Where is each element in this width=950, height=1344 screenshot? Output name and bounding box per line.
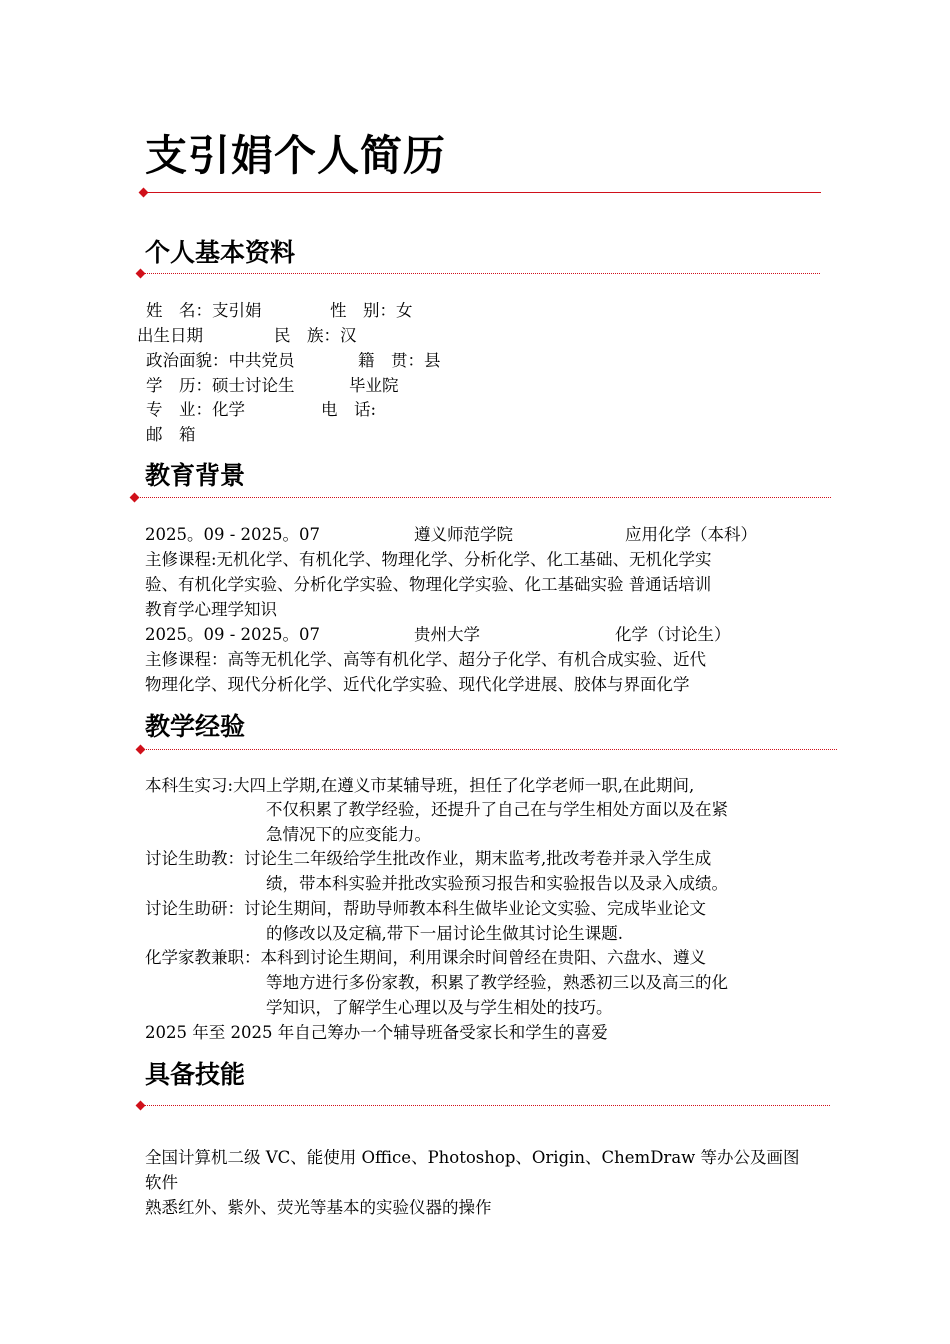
edu2-period: 2025。09 - 2025。07 [145,625,321,644]
basic-rule [142,273,820,274]
skills-rule [142,1105,830,1106]
teach2-line2: 绩，带本科实验并批改实验预习报告和实验报告以及录入成绩。 [266,874,728,893]
teach2-line1: 讨论生助教：讨论生二年级给学生批改作业，期末监考,批改考卷并录入学生成 [145,849,712,868]
section-heading-education: 教育背景 [145,461,246,490]
teach4-line2: 等地方进行多份家教，积累了教学经验，熟悉初三以及高三的化 [266,973,728,992]
teach4-line3: 学知识，了解学生心理以及与学生相处的技巧。 [266,998,613,1017]
teach4-line1: 化学家教兼职：本科到讨论生期间，利用课余时间曾经在贵阳、六盘水、遵义 [145,948,706,967]
teaching-rule [142,749,837,750]
edu2-courses-line1: 主修课程：高等无机化学、高等有机化学、超分子化学、有机合成实验、近代 [145,650,706,669]
info-email: 邮 箱 [146,425,196,444]
title-rule [145,192,821,193]
page-title: 支引娟个人简历 [145,131,447,180]
skill1-line1: 全国计算机二级 VC、能使用 Office、Photoshop、Origin、ChemDraw 等办公及画图 [145,1148,800,1167]
edu2-major: 化学（讨论生） [615,625,731,644]
teach1-line2: 不仅积累了教学经验，还提升了自己在与学生相处方面以及在紧 [266,800,728,819]
skill2-line1: 熟悉红外、紫外、荧光等基本的实验仪器的操作 [145,1198,492,1217]
edu1-period: 2025。09 - 2025。07 [145,525,321,544]
skill1-line2: 软件 [145,1173,178,1192]
info-politics: 政治面貌：中共党员 [146,351,295,370]
edu1-courses-line2: 验、有机化学实验、分析化学实验、物理化学实验、化工基础实验 普通话培训 [145,575,712,594]
info-degree: 学 历：硕士讨论生 [146,376,295,395]
info-gender: 性 别：女 [330,301,413,320]
teach1-line3: 急情况下的应变能力。 [266,825,431,844]
info-ethnicity: 民 族：汉 [274,326,357,345]
edu1-courses-line1: 主修课程:无机化学、有机化学、物理化学、分析化学、化工基础、无机化学实 [145,550,712,569]
info-birth: 出生日期 [137,326,203,345]
edu1-courses-line3: 教育学心理学知识 [145,600,277,619]
education-rule [136,497,831,498]
edu1-school: 遵义师范学院 [414,525,513,544]
teach1-line1: 本科生实习:大四上学期,在遵义市某辅导班，担任了化学老师一职,在此期间, [145,776,695,795]
section-heading-skills: 具备技能 [145,1060,246,1089]
section-heading-basic: 个人基本资料 [145,238,296,267]
teach3-line1: 讨论生助研：讨论生期间，帮助导师教本科生做毕业论文实验、完成毕业论文 [145,899,706,918]
edu2-school: 贵州大学 [414,625,480,644]
edu2-courses-line2: 物理化学、现代分析化学、近代化学实验、现代化学进展、胶体与界面化学 [145,675,690,694]
teach5-line1: 2025 年至 2025 年自己筹办一个辅导班备受家长和学生的喜爱 [145,1023,608,1042]
info-major: 专 业：化学 [146,400,245,419]
info-name: 姓 名：支引娟 [146,301,262,320]
edu1-major: 应用化学（本科） [625,525,757,544]
section-heading-teaching: 教学经验 [145,712,246,741]
info-phone: 电 话: [321,400,377,419]
info-native: 籍 贯：县 [358,351,441,370]
info-school: 毕业院 [349,376,399,395]
teach3-line2: 的修改以及定稿,带下一届讨论生做其讨论生课题. [266,924,623,943]
